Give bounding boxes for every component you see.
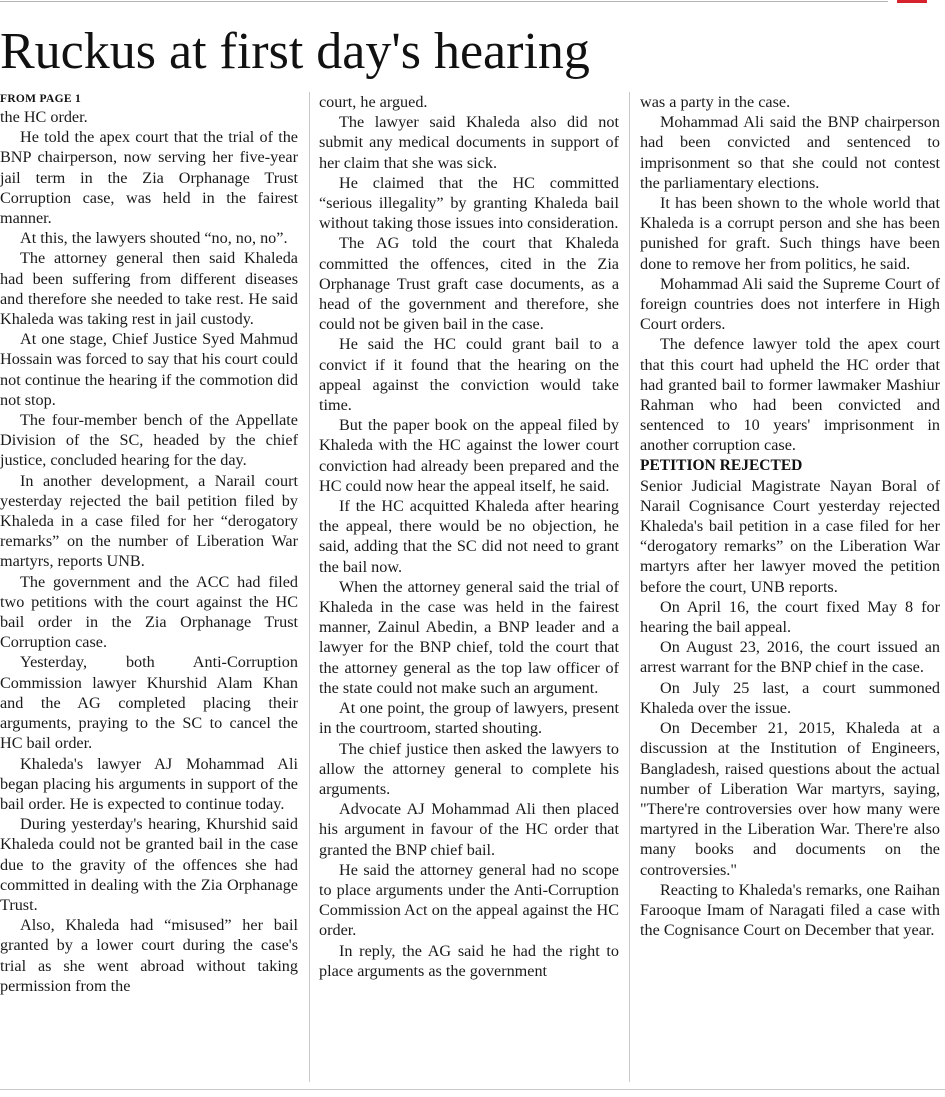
paragraph: was a party in the case. — [640, 93, 791, 111]
paragraph: court, he argued. — [319, 93, 428, 111]
paragraph: He claimed that the HC committed “serious illegality” by granting Khaleda bail without taking those issues into consideration. — [319, 173, 619, 233]
paragraph: At this, the lawyers shouted “no, no, no”. — [20, 229, 288, 248]
column-divider — [309, 92, 310, 1082]
paragraph: The AG told the court that Khaleda committed the offences, cited in the Zia Orphanage Trust graft case documents, as a head of the government and therefore, she could not be given bail in the case. — [319, 234, 619, 334]
paragraph: Senior Judicial Magistrate Nayan Boral of Narail Cognisance Court yesterday rejected Khaleda's bail petition in a case filed for her “derogatory remarks” on the Liberation War martyrs after her lawyer moved the petition before the court, UNB reports. — [640, 476, 940, 596]
article-column-1 — [0, 92, 298, 996]
paragraph: On April 16, the court fixed May 8 for hearing the bail appeal. — [640, 597, 940, 637]
paragraph: The government and the ACC had filed two petitions with the court against the HC bail order in the Zia Orphanage Trust Corruption case. — [0, 572, 298, 652]
headline: Ruckus at first day's hearing — [0, 23, 590, 80]
paragraph: He said the attorney general had no scope to place arguments under the Anti-Corruption Commission Act on the appeal against the HC order. — [319, 860, 619, 940]
paragraph: Yesterday, both Anti-Corruption Commission lawyer Khurshid Alam Khan and the AG completed placing their arguments, praying to the SC to cancel the HC bail order. — [0, 653, 298, 753]
paragraph: In another development, a Narail court yesterday rejected the bail petition filed by Khaleda in a case filed for her “derogatory remarks” on the number of Liberation War martyrs, reports UNB. — [0, 471, 298, 571]
paragraph: Khaleda's lawyer AJ Mohammad Ali began placing his arguments in support of the bail order. He is expected to continue today. — [0, 754, 298, 813]
paragraph: If the HC acquitted Khaleda after hearing the appeal, there would be no objection, he said, adding that the SC did not need to grant the bail now. — [319, 497, 619, 576]
paragraph: Reacting to Khaleda's remarks, one Raihan Farooque Imam of Naragati filed a case with the Cognisance Court on December that year. — [640, 880, 940, 940]
paragraph: It has been shown to the whole world that Khaleda is a corrupt person and she has been punished for graft. Such things have been done to remove her from politics, he said. — [640, 194, 940, 273]
paragraph: The four-member bench of the Appellate Division of the SC, headed by the chief justice, concluded hearing for the day. — [0, 411, 298, 470]
paragraph: The attorney general then said Khaleda had been suffering from different diseases and therefore she needed to take rest. He said Khaleda was taking rest in jail custody. — [0, 249, 298, 329]
paragraph: Mohammad Ali said the BNP chairperson had been convicted and sentenced to imprisonment so that she could not contest the parliamentary elections. — [640, 113, 940, 192]
paragraph: Also, Khaleda had “misused” her bail granted by a lower court during the case's trial as she went abroad without taking permission from the — [0, 916, 298, 995]
paragraph: At one point, the group of lawyers, present in the courtroom, started shouting. — [319, 699, 619, 738]
paragraph: But the paper book on the appeal filed by Khaleda with the HC against the lower court conviction had already been prepared and the HC could now hear the appeal itself, he said. — [319, 416, 619, 495]
paragraph: During yesterday's hearing, Khurshid said Khaleda could not be granted bail in the case due to the gravity of the offences she had committed in dealing with the Zia Orphanage Trust. — [0, 815, 298, 914]
paragraph: The lawyer said Khaleda also did not submit any medical documents in support of her claim that she was sick. — [319, 113, 619, 172]
article-column-2 — [319, 92, 619, 981]
article-column-3 — [640, 92, 940, 940]
paragraph: the HC order. — [0, 108, 88, 126]
paragraph: He told the apex court that the trial of the BNP chairperson, now serving her five-year jail term in the Zia Orphanage Trust Corruption case, was held in the fairest manner. — [0, 128, 298, 228]
paragraph: On July 25 last, a court summoned Khaleda over the issue. — [640, 678, 940, 717]
bottom-rule — [0, 1089, 945, 1090]
paragraph: When the attorney general said the trial of Khaleda in the case was held in the fairest manner, Zainul Abedin, a BNP leader and a lawyer for the BNP chief, told the court that the attorney general as the top law officer of the state could not make such an argument. — [319, 577, 619, 697]
paragraph: On August 23, 2016, the court issued an arrest warrant for the BNP chief in the case. — [640, 638, 940, 677]
section-color-mark — [897, 0, 927, 3]
paragraph: At one stage, Chief Justice Syed Mahmud Hossain was forced to say that his court could not continue the hearing if the commotion did not stop. — [0, 330, 298, 409]
paragraph: On December 21, 2015, Khaleda at a discussion at the Institution of Engineers, Bangladesh, raised questions about the actual number of Liberation War martyrs, saying, "There're controversies over how many were martyred in the Liberation War. There're also many books and documents on the controversies." — [640, 719, 940, 879]
paragraph: Advocate AJ Mohammad Ali then placed his argument in favour of the HC order that granted the BNP chief bail. — [319, 800, 619, 859]
paragraph: Mohammad Ali said the Supreme Court of foreign countries does not interfere in High Court orders. — [640, 274, 940, 334]
paragraph: The defence lawyer told the apex court that this court had upheld the HC order that had granted bail to former lawmaker Mashiur Rahman who had been convicted and sentenced to 10 years' imprisonment in another corruption case. — [640, 335, 940, 455]
column-divider — [629, 92, 630, 1082]
kicker: FROM PAGE 1 — [0, 93, 82, 105]
top-rule — [0, 1, 888, 2]
paragraph: He said the HC could grant bail to a convict if it found that the hearing on the appeal against the conviction would take time. — [319, 335, 619, 415]
paragraph: The chief justice then asked the lawyers to allow the attorney general to complete his arguments. — [319, 739, 619, 798]
paragraph: In reply, the AG said he had the right to place arguments as the government — [319, 941, 619, 980]
subhead: PETITION REJECTED — [640, 456, 803, 474]
